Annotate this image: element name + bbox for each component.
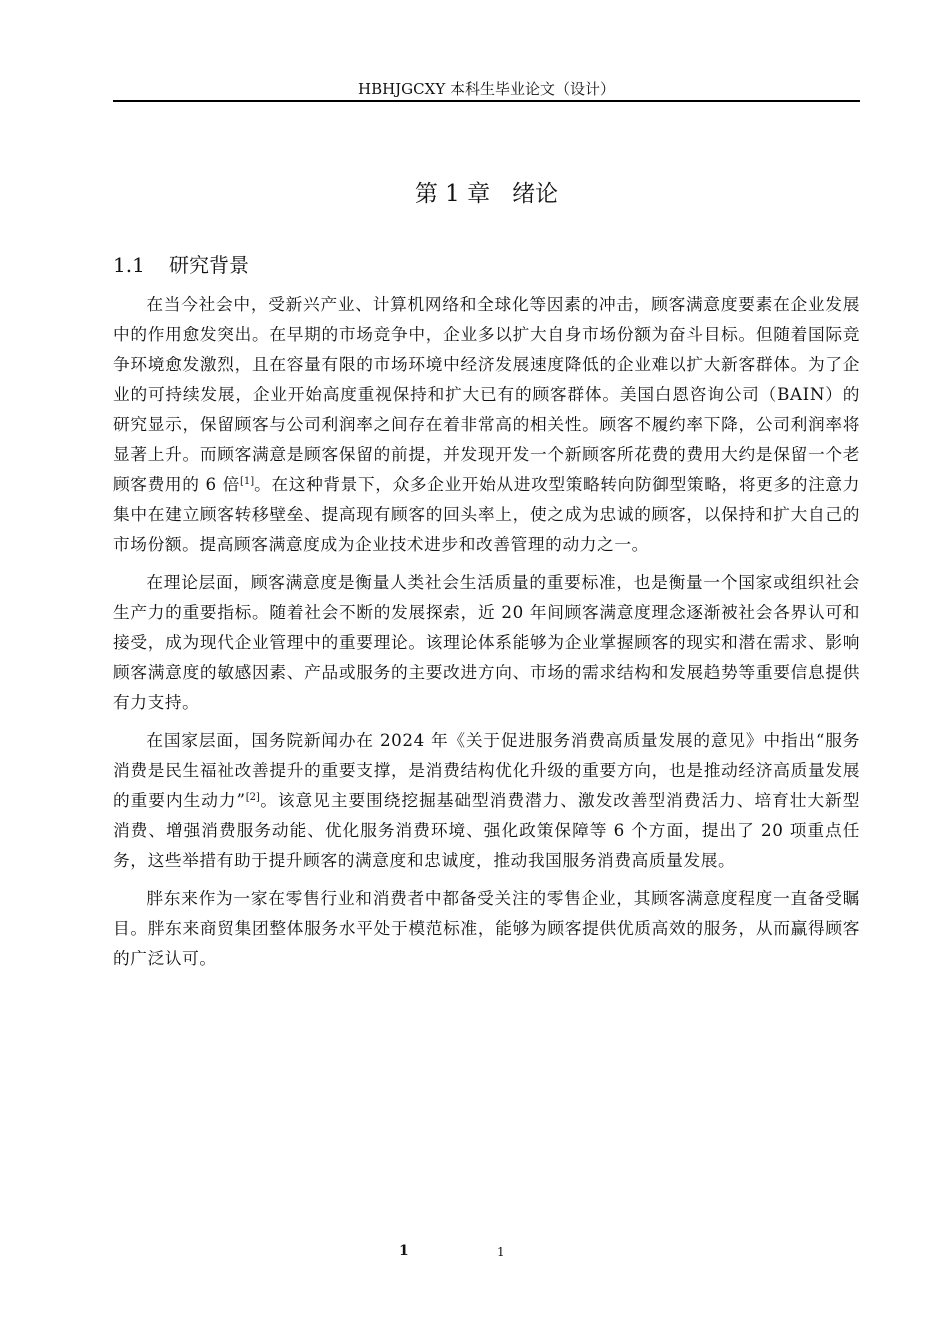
chapter-heading (113, 178, 860, 210)
citation-ref: [2] (245, 792, 260, 803)
header-divider (113, 100, 860, 102)
paragraph-text: 胖东来作为一家在零售行业和消费者中都备受关注的零售企业，其顾客满意度程度一直备受瞩目。胖东来商贸集团整体服务水平处于模范标准，能够为顾客提供优质高效的服务，从而赢得顾客的广泛认可。 (113, 888, 860, 968)
body-text (113, 289, 860, 981)
paragraph-text: 。在这种背景下，众多企业开始从进攻型策略转向防御型策略，将更多的注意力集中在建立顾客转移壁垒、提高现有顾客的回头率上，使之成为忠诚的顾客，以保持和扩大自己的市场份额。提高顾客满意度成为企业技术进步和改善管理的动力之一。 (113, 474, 860, 554)
section-number: 1.1 (113, 253, 145, 277)
paragraph-2 (113, 567, 860, 717)
paragraph-4 (113, 883, 860, 973)
paragraph-3 (113, 725, 860, 875)
paragraph-text: 在当今社会中，受新兴产业、计算机网络和全球化等因素的冲击，顾客满意度要素在企业发展中的作用愈发突出。在早期的市场竞争中，企业多以扩大自身市场份额为奋斗目标。但随着国际竞争环境愈发激烈，且在容量有限的市场环境中经济发展速度降低的企业难以扩大新客群体。为了企业的可持续发展，企业开始高度重视保持和扩大已有的顾客群体。美国白恩咨询公司（BAIN）的研究显示，保留顾客与公司利润率之间存在着非常高的相关性。顾客不履约率下降，公司利润率将显著上升。而顾客满意是顾客保留的前提，并发现开发一个新顾客所花费的费用大约是保留一个老顾客费用的 6 倍 (113, 294, 860, 494)
page-number-secondary: 1 (497, 1245, 505, 1259)
section-heading (113, 250, 249, 280)
page-header: HBHJGCXY 本科生毕业论文（设计） (357, 80, 615, 98)
citation-ref: [1] (239, 476, 255, 487)
chapter-number: 第 1 章 (414, 181, 491, 207)
paragraph-1 (113, 289, 860, 559)
page-number: 1 (399, 1243, 409, 1259)
paragraph-text: 。该意见主要围绕挖掘基础型消费潜力、激发改善型消费活力、培育壮大新型消费、增强消费服务动能、优化服务消费环境、强化政策保障等 6 个方面，提出了 20 项重点任务，这些举措有助于提升顾客的满意度和忠诚度，推动我国服务消费高质量发展。 (113, 790, 860, 870)
paragraph-text: 在国家层面，国务院新闻办在 2024 年《关于促进服务消费高质量发展的意见》中指出“服务消费是民生福祉改善提升的重要支撑，是消费结构优化升级的重要方向，也是推动经济高质量发展的重要内生动力” (113, 730, 860, 810)
paragraph-text: 在理论层面，顾客满意度是衡量人类社会生活质量的重要标准，也是衡量一个国家或组织社会生产力的重要指标。随着社会不断的发展探索，近 20 年间顾客满意度理念逐渐被社会各界认可和接受，成为现代企业管理中的重要理论。该理论体系能够为企业掌握顾客的现实和潜在需求、影响顾客满意度的敏感因素、产品或服务的主要改进方向、市场的需求结构和发展趋势等重要信息提供有力支持。 (113, 572, 860, 712)
chapter-title: 绪论 (512, 181, 559, 207)
section-title: 研究背景 (169, 253, 249, 277)
